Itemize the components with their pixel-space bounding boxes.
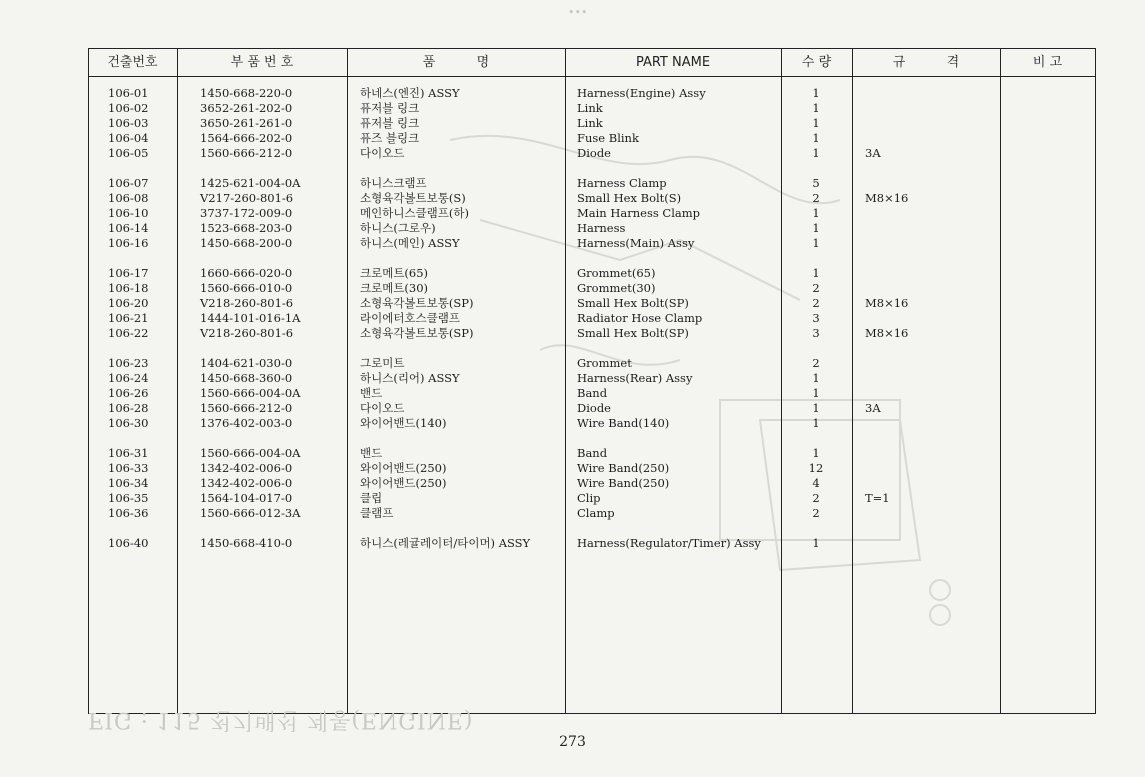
item-number: 106-16	[108, 236, 149, 250]
specification	[865, 176, 985, 191]
part-name: Small Hex Bolt(S)	[577, 191, 682, 205]
part-name: Diode	[577, 401, 611, 415]
korean-name: 하니스(메인) ASSY	[360, 236, 460, 250]
quantity: 1	[812, 101, 820, 115]
item-number: 106-17	[108, 266, 149, 280]
part-name: Grommet(30)	[577, 281, 656, 295]
quantity: 12	[808, 461, 824, 475]
row-spacer	[0, 251, 1145, 266]
korean-name: 퓨저블 링크	[360, 116, 420, 130]
table-row	[0, 386, 1145, 401]
row-spacer	[0, 341, 1145, 356]
item-number: 106-20	[108, 296, 149, 310]
korean-name: 와이어밴드(250)	[360, 476, 447, 490]
specification	[865, 536, 985, 551]
quantity: 1	[812, 266, 820, 280]
quantity: 1	[812, 221, 820, 235]
part-name: Main Harness Clamp	[577, 206, 701, 220]
table-row	[0, 176, 1145, 191]
table-row	[0, 536, 1145, 551]
korean-name: 클립	[360, 491, 383, 505]
specification	[865, 281, 985, 296]
part-number: 1560-666-012-3A	[200, 506, 301, 520]
part-name: Harness	[577, 221, 626, 235]
mirrored-figure-caption: FIG : 115 전기배선 계통(ENGINE)	[88, 707, 474, 732]
item-number: 106-33	[108, 461, 149, 475]
quantity: 5	[812, 176, 820, 190]
korean-name: 퓨즈 블링크	[360, 131, 420, 145]
korean-name: 밴드	[360, 446, 383, 460]
header-qty: 수 량	[801, 55, 832, 70]
part-name: Band	[577, 446, 608, 460]
part-number: 1404-621-030-0	[200, 356, 293, 370]
quantity: 1	[812, 386, 820, 400]
korean-name: 하네스(엔진) ASSY	[360, 86, 460, 100]
quantity: 1	[812, 116, 820, 130]
page-number: 273	[559, 734, 586, 750]
quantity: 1	[812, 416, 820, 430]
part-number: 1450-668-220-0	[200, 86, 293, 100]
part-name: Harness(Engine) Assy	[577, 86, 706, 100]
korean-name: 그로미트	[360, 356, 405, 370]
quantity: 2	[812, 491, 820, 505]
part-name: Small Hex Bolt(SP)	[577, 296, 689, 310]
korean-name: 와이어밴드(140)	[360, 416, 447, 430]
specification	[865, 311, 985, 326]
table-row	[0, 191, 1145, 206]
part-name: Harness Clamp	[577, 176, 667, 190]
part-number: 1560-666-212-0	[200, 146, 293, 160]
quantity: 4	[812, 476, 820, 490]
specification	[865, 356, 985, 371]
quantity: 2	[812, 191, 820, 205]
korean-name: 소형육각볼트보통(SP)	[360, 296, 474, 310]
item-number: 106-30	[108, 416, 149, 430]
part-number: 1564-104-017-0	[200, 491, 293, 505]
korean-name: 하니스(리어) ASSY	[360, 371, 460, 385]
specification: 3A	[865, 146, 881, 160]
specification	[865, 266, 985, 281]
table-row	[0, 266, 1145, 281]
table-row	[0, 461, 1145, 476]
top-bleed-mark: •••	[568, 6, 588, 19]
parts-table-body	[0, 86, 1145, 551]
item-number: 106-40	[108, 536, 149, 550]
header-bottom-rule	[88, 76, 1096, 77]
table-row	[0, 116, 1145, 131]
table-row	[0, 476, 1145, 491]
item-number: 106-05	[108, 146, 149, 160]
quantity: 3	[812, 311, 820, 325]
item-number: 106-02	[108, 101, 149, 115]
table-row	[0, 101, 1145, 116]
part-number: 1560-666-010-0	[200, 281, 293, 295]
table-row	[0, 236, 1145, 251]
item-number: 106-24	[108, 371, 149, 385]
specification: M8×16	[865, 296, 909, 310]
part-number: 1425-621-004-0A	[200, 176, 301, 190]
quantity: 3	[812, 326, 820, 340]
item-number: 106-14	[108, 221, 149, 235]
quantity: 1	[812, 371, 820, 385]
part-number: 3737-172-009-0	[200, 206, 293, 220]
part-name: Harness(Regulator/Timer) Assy	[577, 536, 761, 550]
quantity: 1	[812, 206, 820, 220]
header-korean-name: 품 명	[422, 55, 490, 70]
specification: 3A	[865, 401, 881, 415]
specification	[865, 461, 985, 476]
item-number: 106-10	[108, 206, 149, 220]
table-row	[0, 86, 1145, 101]
part-number: 1376-402-003-0	[200, 416, 293, 430]
table-row	[0, 446, 1145, 461]
part-number: V218-260-801-6	[200, 296, 294, 310]
item-number: 106-03	[108, 116, 149, 130]
item-number: 106-23	[108, 356, 149, 370]
part-name: Wire Band(140)	[577, 416, 670, 430]
quantity: 1	[812, 401, 820, 415]
part-name: Link	[577, 116, 603, 130]
table-row	[0, 401, 1145, 416]
quantity: 1	[812, 236, 820, 250]
quantity: 1	[812, 86, 820, 100]
table-row	[0, 221, 1145, 236]
part-number: V217-260-801-6	[200, 191, 294, 205]
table-row	[0, 131, 1145, 146]
row-spacer	[0, 161, 1145, 176]
quantity: 2	[812, 506, 820, 520]
part-number: 1560-666-212-0	[200, 401, 293, 415]
table-row	[0, 326, 1145, 341]
specification	[865, 206, 985, 221]
part-number: 1444-101-016-1A	[200, 311, 301, 325]
korean-name: 하니스크램프	[360, 176, 427, 190]
specification	[865, 221, 985, 236]
specification	[865, 416, 985, 431]
quantity: 1	[812, 146, 820, 160]
korean-name: 소형육각볼트보통(SP)	[360, 326, 474, 340]
quantity: 2	[812, 296, 820, 310]
part-number: 1560-666-004-0A	[200, 386, 301, 400]
part-name: Link	[577, 101, 603, 115]
korean-name: 밴드	[360, 386, 383, 400]
part-name: Harness(Main) Assy	[577, 236, 695, 250]
table-row	[0, 506, 1145, 521]
quantity: 1	[812, 446, 820, 460]
table-row	[0, 146, 1145, 161]
specification	[865, 476, 985, 491]
korean-name: 퓨저블 링크	[360, 101, 420, 115]
table-row	[0, 311, 1145, 326]
korean-name: 하니스(레귤레이터/타이머) ASSY	[360, 536, 531, 550]
table-row	[0, 356, 1145, 371]
specification	[865, 131, 985, 146]
table-row	[0, 281, 1145, 296]
specification: T=1	[865, 491, 890, 505]
korean-name: 와이어밴드(250)	[360, 461, 447, 475]
part-name: Clamp	[577, 506, 615, 520]
row-spacer	[0, 431, 1145, 446]
part-name: Diode	[577, 146, 611, 160]
specification	[865, 371, 985, 386]
part-number: 1523-668-203-0	[200, 221, 293, 235]
part-number: 1660-666-020-0	[200, 266, 293, 280]
quantity: 2	[812, 281, 820, 295]
table-row	[0, 296, 1145, 311]
specification	[865, 446, 985, 461]
item-number: 106-08	[108, 191, 149, 205]
quantity: 2	[812, 356, 820, 370]
item-number: 106-35	[108, 491, 149, 505]
part-number: 3652-261-202-0	[200, 101, 293, 115]
item-number: 106-21	[108, 311, 149, 325]
part-name: Harness(Rear) Assy	[577, 371, 693, 385]
table-top-rule	[88, 48, 1096, 49]
item-number: 106-34	[108, 476, 149, 490]
korean-name: 크로메트(65)	[360, 266, 429, 280]
quantity: 1	[812, 131, 820, 145]
part-number: 1342-402-006-0	[200, 461, 293, 475]
part-number: 3650-261-261-0	[200, 116, 293, 130]
specification	[865, 236, 985, 251]
part-number: 1342-402-006-0	[200, 476, 293, 490]
row-spacer	[0, 521, 1145, 536]
header-remarks: 비 고	[1032, 55, 1063, 70]
part-number: 1450-668-200-0	[200, 236, 293, 250]
part-number: 1450-668-360-0	[200, 371, 293, 385]
table-row	[0, 371, 1145, 386]
header-part-no: 부 품 번 호	[230, 55, 294, 70]
korean-name: 소형육각볼트보통(S)	[360, 191, 466, 205]
item-number: 106-07	[108, 176, 149, 190]
specification	[865, 101, 985, 116]
table-row	[0, 206, 1145, 221]
header-spec: 규 격	[892, 55, 960, 70]
item-number: 106-01	[108, 86, 149, 100]
specification: M8×16	[865, 191, 909, 205]
item-number: 106-04	[108, 131, 149, 145]
header-part-name: PART NAME	[635, 55, 711, 70]
korean-name: 다이오드	[360, 401, 405, 415]
item-number: 106-31	[108, 446, 149, 460]
item-number: 106-26	[108, 386, 149, 400]
part-number: 1560-666-004-0A	[200, 446, 301, 460]
korean-name: 메인하니스클램프(하)	[360, 206, 469, 220]
part-name: Clip	[577, 491, 601, 505]
specification	[865, 116, 985, 131]
table-row	[0, 491, 1145, 506]
part-name: Radiator Hose Clamp	[577, 311, 703, 325]
item-number: 106-18	[108, 281, 149, 295]
specification	[865, 386, 985, 401]
part-name: Fuse Blink	[577, 131, 639, 145]
korean-name: 클램프	[360, 506, 394, 520]
part-name: Wire Band(250)	[577, 476, 670, 490]
specification: M8×16	[865, 326, 909, 340]
item-number: 106-36	[108, 506, 149, 520]
part-name: Wire Band(250)	[577, 461, 670, 475]
quantity: 1	[812, 536, 820, 550]
korean-name: 다이오드	[360, 146, 405, 160]
korean-name: 하니스(그로우)	[360, 221, 436, 235]
item-number: 106-28	[108, 401, 149, 415]
part-number: V218-260-801-6	[200, 326, 294, 340]
table-row	[0, 416, 1145, 431]
part-number: 1564-666-202-0	[200, 131, 293, 145]
korean-name: 라이에터호스클램프	[360, 311, 460, 325]
part-number: 1450-668-410-0	[200, 536, 293, 550]
part-name: Grommet	[577, 356, 632, 370]
part-name: Band	[577, 386, 608, 400]
part-name: Small Hex Bolt(SP)	[577, 326, 689, 340]
part-name: Grommet(65)	[577, 266, 656, 280]
item-number: 106-22	[108, 326, 149, 340]
korean-name: 크로메트(30)	[360, 281, 429, 295]
header-item-no: 건출번호	[107, 55, 158, 70]
specification	[865, 86, 985, 101]
specification	[865, 506, 985, 521]
